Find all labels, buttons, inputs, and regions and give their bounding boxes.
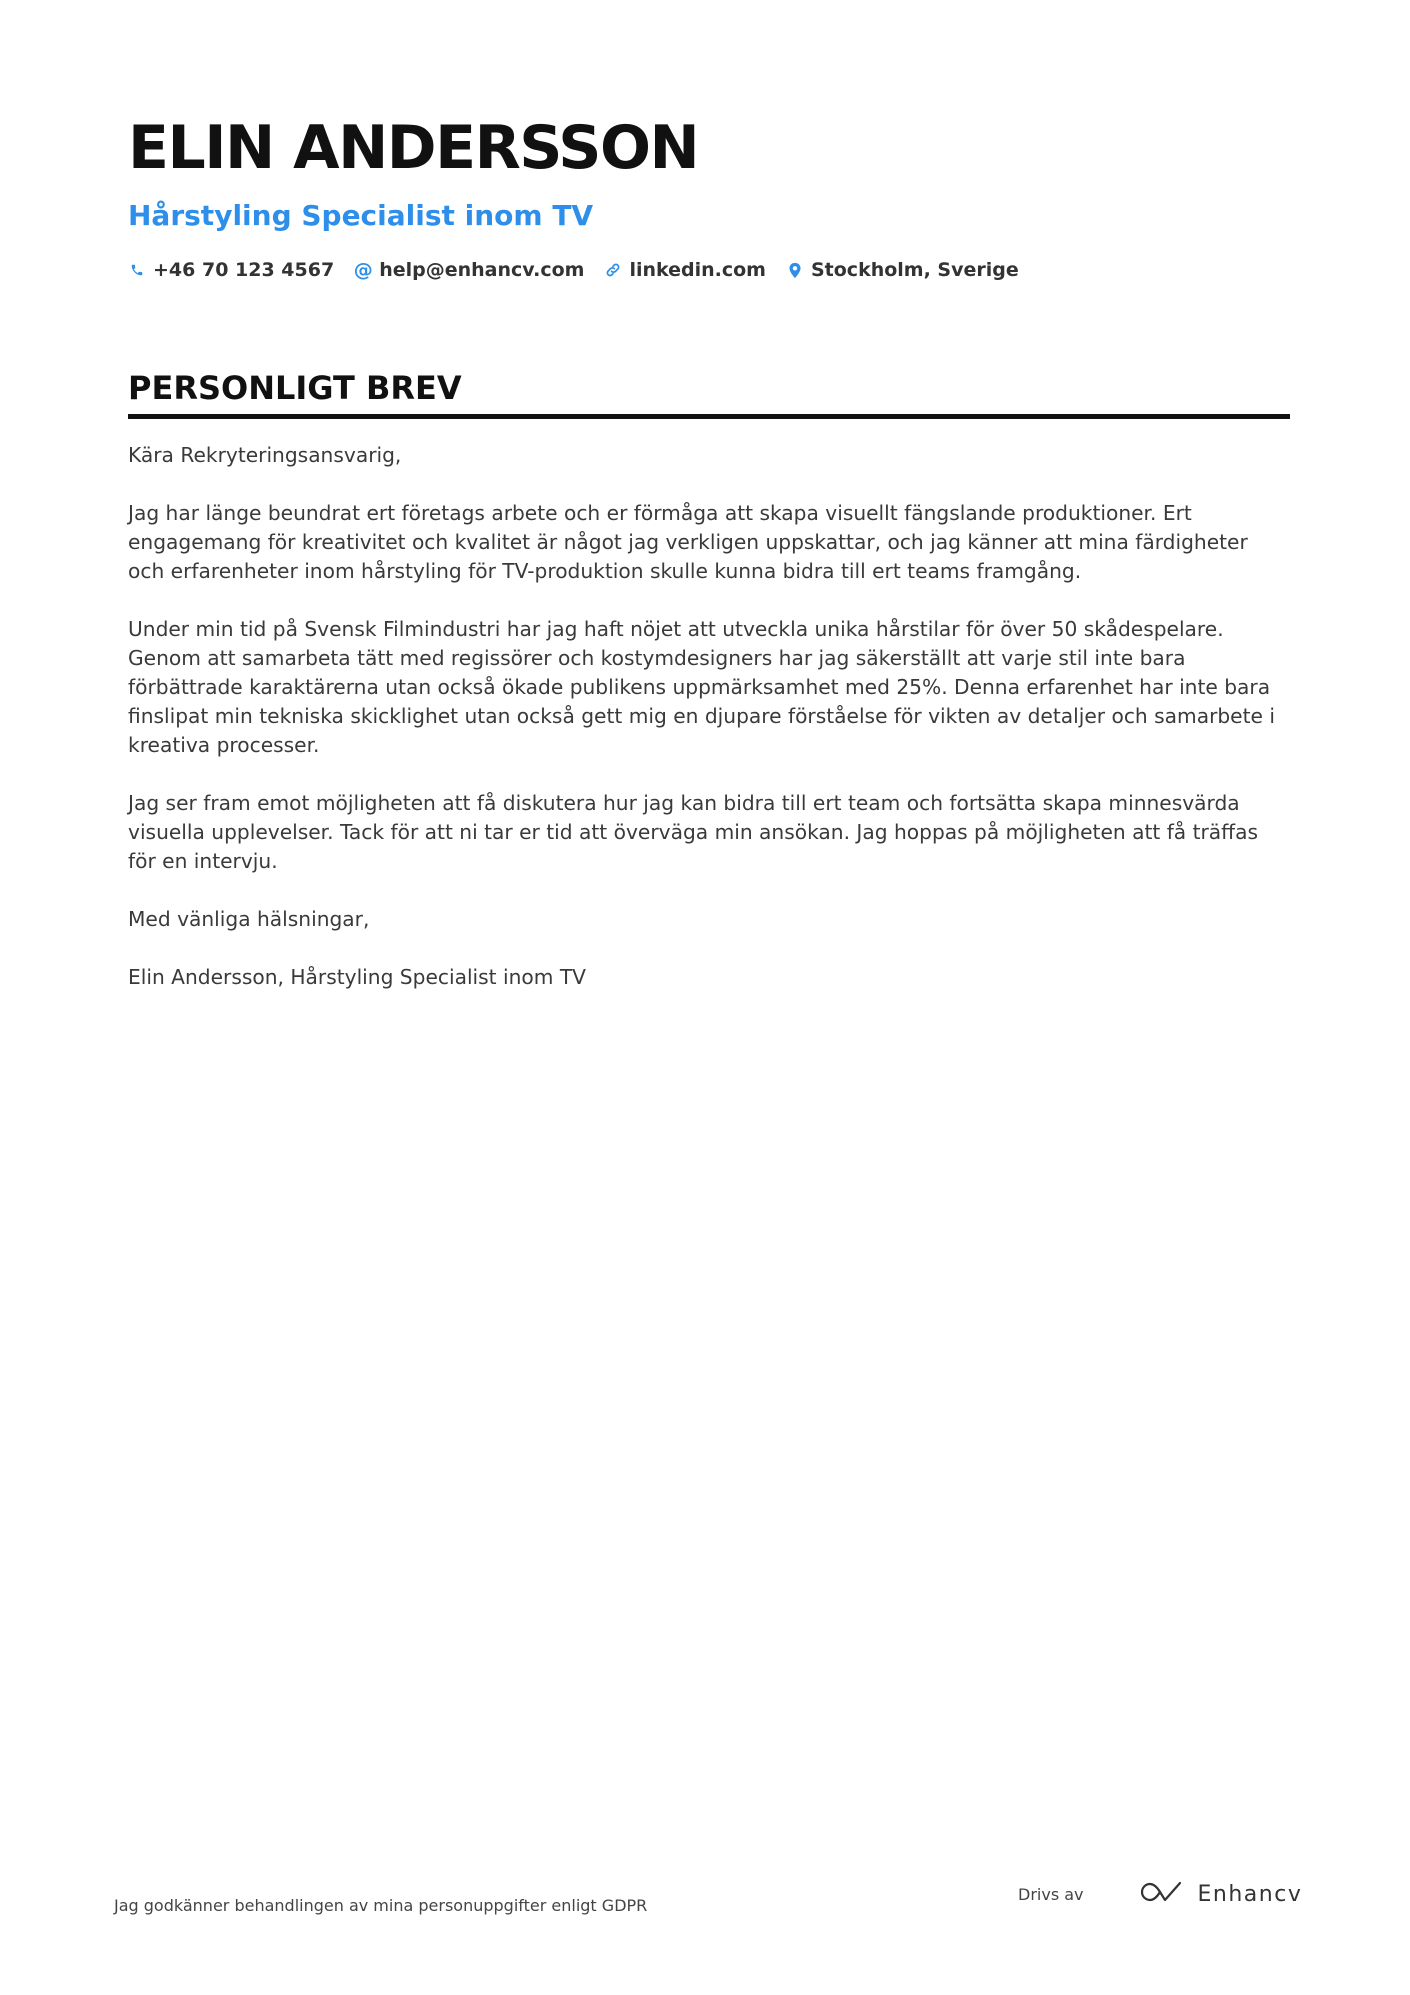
letter-body	[128, 441, 1290, 992]
contact-linkedin-text[interactable]: linkedin.com	[629, 259, 766, 281]
contact-bar	[128, 259, 1288, 281]
powered-by	[1018, 1880, 1302, 1909]
gdpr-consent: Jag godkänner behandlingen av mina personuppgifter enligt GDPR	[114, 1896, 648, 1915]
contact-phone	[128, 259, 334, 281]
section-title: PERSONLIGT BREV	[128, 369, 462, 407]
enhancv-brand-name: Enhancv	[1197, 1882, 1303, 1907]
resume-header	[128, 108, 1288, 281]
contact-location	[786, 259, 1019, 281]
enhancv-brand[interactable]	[1140, 1880, 1303, 1909]
cover-letter-section	[128, 366, 1290, 1021]
contact-phone-text: +46 70 123 4567	[153, 259, 335, 281]
letter-paragraph: Jag ser fram emot möjligheten att få diskutera hur jag kan bidra till ert team och fortsätta skapa minnesvärda visuella upplevelser. Tack för att ni tar er tid att överväga min ansökan. Jag hoppas på möjligheten att få träffas för en intervju.	[128, 791, 1258, 873]
contact-linkedin[interactable]	[604, 259, 766, 281]
candidate-title: Hårstyling Specialist inom TV	[128, 199, 594, 232]
enhancv-logo-icon	[1140, 1880, 1184, 1909]
letter-salutation: Kära Rekryteringsansvarig,	[128, 443, 402, 467]
location-pin-icon	[786, 261, 804, 279]
contact-email-text[interactable]: help@enhancv.com	[379, 259, 585, 281]
contact-email[interactable]	[354, 259, 584, 281]
letter-signature: Elin Andersson, Hårstyling Specialist inom TV	[128, 965, 586, 989]
link-icon	[604, 261, 622, 279]
candidate-name: ELIN ANDERSSON	[128, 113, 699, 183]
contact-location-text: Stockholm, Sverige	[810, 259, 1019, 281]
powered-by-label: Drivs av	[1018, 1885, 1084, 1904]
phone-icon	[128, 261, 146, 279]
at-icon: @	[353, 259, 373, 281]
letter-closing: Med vänliga hälsningar,	[128, 907, 370, 931]
letter-paragraph: Jag har länge beundrat ert företags arbete och er förmåga att skapa visuellt fängslande produktioner. Ert engagemang för kreativitet och kvalitet är något jag verkligen uppskattar, och jag känner att mina färdigheter och erfarenheter inom hårstyling för TV-produktion skulle kunna bidra till ert teams framgång.	[128, 501, 1248, 583]
section-divider	[128, 414, 1290, 419]
letter-paragraph: Under min tid på Svensk Filmindustri har jag haft nöjet att utveckla unika hårstilar för över 50 skådespelare. Genom att samarbeta tätt med regissörer och kostymdesigners har jag säkerställt att varje stil inte bara förbättrade karaktärerna utan också ökade publikens uppmärksamhet med 25%. Denna erfarenhet har inte bara finslipat min tekniska skicklighet utan också gett mig en djupare förståelse för vikten av detaljer och samarbete i kreativa processer.	[128, 617, 1275, 757]
